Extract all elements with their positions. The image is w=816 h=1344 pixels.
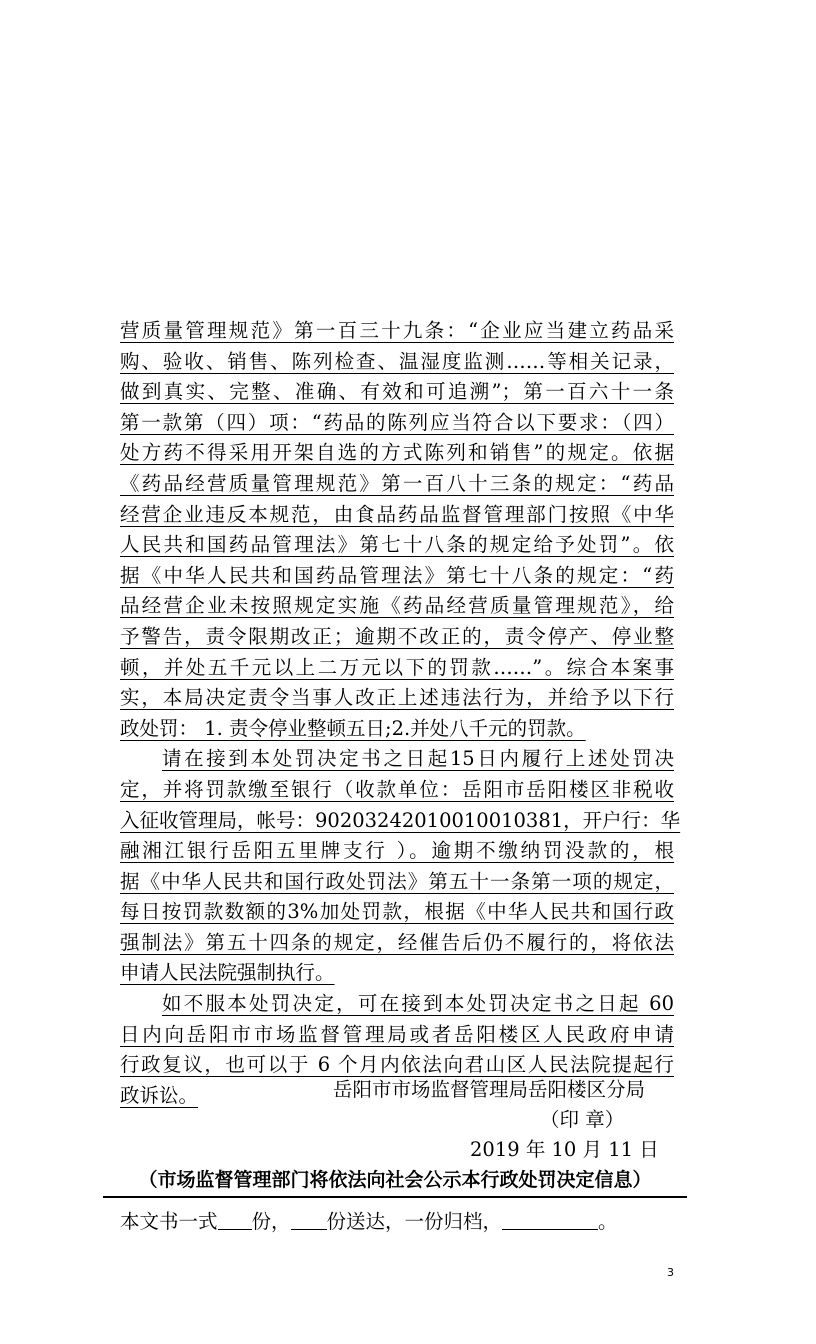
copies-text: 份送达，一份归档， (326, 1210, 503, 1233)
paragraph-line: 强制法》第五十四条的规定，经催告后仍不履行的，将依法 (120, 930, 674, 954)
copies-blank (502, 1207, 598, 1230)
copies-blank (291, 1207, 327, 1230)
copies-line (120, 1206, 618, 1234)
paragraph-line: 第一款第（四）项：“药品的陈列应当符合以下要求：（四） (120, 410, 674, 434)
paragraph-line: 经营企业违反本规范，由食品药品监督管理部门按照《中华 (120, 502, 674, 526)
paragraph-line: 日内向岳阳市市场监督管理局或者岳阳楼区人民政府申请 (120, 1022, 674, 1046)
paragraph-line: 行政复议，也可以于 6 个月内依法向君山区人民法院提起行 (120, 1053, 674, 1077)
copies-text: 份， (251, 1210, 291, 1233)
seal-mark: （印 章） (540, 1108, 625, 1131)
paragraph-line: 每日按罚款数额的3%加处罚款，根据《中华人民共和国行政 (120, 900, 674, 924)
paragraph-line: 政处罚： 1. 责令停业整顿五日;2.并处八千元的罚款。 (120, 716, 586, 740)
paragraph-line: 如不服本处罚决定，可在接到本处罚决定书之日起 60 (162, 992, 674, 1016)
paragraph-line: 政诉讼。 (120, 1083, 199, 1107)
paragraph-line: 实，本局决定责令当事人改正上述违法行为，并给予以下行 (120, 686, 674, 710)
paragraph-line: 做到真实、完整、准确、有效和可追溯”；第一百六十一条 (120, 380, 674, 404)
page-number: 3 (667, 1266, 674, 1279)
paragraph-line: 《药品经营质量管理规范》第一百八十三条的规定：“药品 (120, 471, 674, 495)
paragraph-line: 予警告，责令限期改正；逾期不改正的，责令停产、停业整 (120, 624, 674, 648)
copies-text: 。 (598, 1210, 618, 1233)
paragraph-line: 融湘江银行岳阳五里牌支行 ）。逾期不缴纳罚没款的，根 (120, 839, 674, 863)
paragraph-line: 顿，并处五千元以上二万元以下的罚款……”。综合本案事 (120, 655, 674, 679)
paragraph-line: 申请人民法院强制执行。 (120, 961, 335, 985)
paragraph-line: 品经营企业未按照规定实施《药品经营质量管理规范》，给 (120, 594, 674, 618)
copies-blank (218, 1207, 252, 1230)
decision-body (120, 316, 681, 1111)
issue-date: 2019 年 10 月 11 日 (470, 1138, 659, 1161)
copies-text: 本文书一式 (120, 1210, 218, 1233)
paragraph-line: 购、验收、销售、陈列检查、温湿度监测……等相关记录， (120, 349, 674, 373)
paragraph-line: 入征收管理局，帐号：90203242010010010381，开户行：华 (120, 808, 681, 832)
paragraph-line: 定，并将罚款缴至银行（收款单位：岳阳市岳阳楼区非税收 (120, 777, 674, 801)
publicity-notice: （市场监督管理部门将依法向社会公示本行政处罚决定信息） (103, 1165, 687, 1198)
issuing-authority: 岳阳市市场监督管理局岳阳楼区分局 (333, 1078, 646, 1101)
paragraph-line: 处方药不得采用开架自选的方式陈列和销售”的规定。依据 (120, 441, 674, 465)
paragraph-line: 据《中华人民共和国行政处罚法》第五十一条第一项的规定， (120, 869, 674, 893)
paragraph-line: 人民共和国药品管理法》第七十八条的规定给予处罚”。依 (120, 533, 674, 557)
paragraph-line: 据《中华人民共和国药品管理法》第七十八条的规定：“药 (120, 563, 674, 587)
paragraph-line: 营质量管理规范》第一百三十九条：“企业应当建立药品采 (120, 319, 674, 342)
paragraph-line: 请在接到本处罚决定书之日起15日内履行上述处罚决 (162, 747, 674, 771)
